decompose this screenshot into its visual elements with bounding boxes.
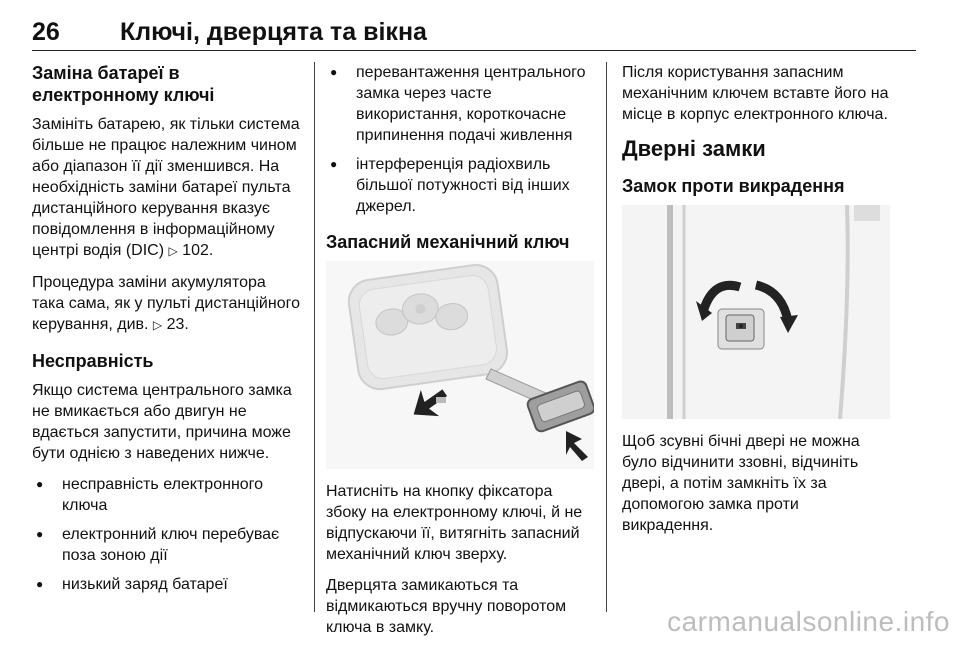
anti-theft-lock-illustration bbox=[622, 205, 890, 419]
causes-list bbox=[326, 62, 594, 217]
page-title: Ключі, дверцята та вікна bbox=[120, 18, 427, 46]
procedure-paragraph: Процедура заміни акумулятора така сама, як у пульті дистанційного керування, див. ▷ 23. bbox=[32, 274, 300, 333]
fault-list bbox=[32, 474, 302, 595]
page-ref-icon: ▷ bbox=[168, 244, 178, 258]
spare-key-illustration bbox=[326, 261, 594, 469]
door-locks-heading: Дверні замки bbox=[622, 136, 766, 161]
column-divider-2 bbox=[606, 62, 607, 612]
page-ref-icon: ▷ bbox=[152, 318, 163, 332]
watermark: carmanualsonline.info bbox=[667, 606, 950, 637]
fault-heading: Несправність bbox=[32, 351, 154, 371]
list-item: ● низький заряд батареї bbox=[32, 574, 302, 595]
left-column bbox=[32, 62, 302, 605]
anti-theft-heading: Замок проти викрадення bbox=[622, 176, 845, 196]
anti-theft-paragraph: Щоб зсувні бічні двері не можна було відчинити ззовні, відчиніть двері, а потім замкніть їх за допомогою замка проти викрадення. bbox=[622, 433, 860, 534]
header-rule bbox=[32, 50, 916, 51]
page-header bbox=[32, 18, 916, 52]
return-key-paragraph: Після користування запасним механічним ключем вставте його на місце в корпус електронного ключа. bbox=[622, 64, 889, 123]
fault-paragraph: Якщо система центрального замка не вмикається або двигун не вдається запустити, причина може бути однією з наведених нижче. bbox=[32, 382, 292, 462]
spare-key-heading: Запасний механічний ключ bbox=[326, 232, 570, 252]
manual-lock-paragraph: Дверцята замикаються та відмикаються вручну поворотом ключа в замку. bbox=[326, 577, 567, 636]
list-item: ● електронний ключ перебуває поза зоною дії bbox=[32, 524, 302, 566]
list-item: ● перевантаження центрального замка через часте використання, короткочасне припинення подачі живлення bbox=[326, 62, 594, 146]
right-column bbox=[622, 62, 892, 546]
battery-heading: Заміна батареї в електронному ключі bbox=[32, 63, 215, 105]
column-divider-1 bbox=[314, 62, 315, 612]
battery-paragraph: Замініть батарею, як тільки система більше не працює належним чином або діапазон її дії зменшився. На необхідність заміни батареї пульта дистанційного керування вказує повідомлення в інформаційному центрі водія (DIC) ▷ 102. bbox=[32, 116, 300, 259]
middle-column bbox=[326, 62, 594, 648]
page-ref-link[interactable]: 23. bbox=[166, 316, 189, 333]
list-item: ● інтерференція радіохвиль більшої потужності від інших джерел. bbox=[326, 154, 594, 217]
spare-key-paragraph: Натисніть на кнопку фіксатора збоку на електронному ключі, й не відпускаючи її, витягніть запасний механічний ключ зверху. bbox=[326, 483, 583, 563]
page-ref-link[interactable]: 102. bbox=[182, 242, 214, 259]
page-number: 26 bbox=[32, 18, 60, 46]
list-item: ● несправність електронного ключа bbox=[32, 474, 302, 516]
